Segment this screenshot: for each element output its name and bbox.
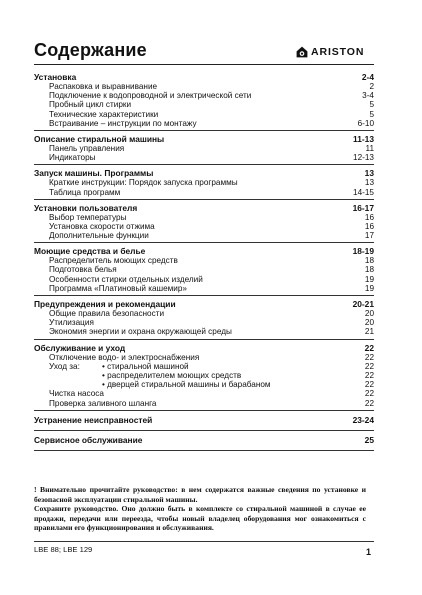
item-page: 5 xyxy=(369,109,374,119)
item-page: 19 xyxy=(364,283,374,293)
section-title: Запуск машины. Программы xyxy=(34,168,154,179)
toc-item[interactable] xyxy=(34,256,374,265)
item-page: 20 xyxy=(364,318,374,328)
item-label: Общие правила безопасности xyxy=(49,309,165,318)
item-label: Отключение водо- и электроснабжения xyxy=(49,352,200,362)
item-page: 16 xyxy=(364,221,374,231)
important-note xyxy=(34,485,366,533)
section-page: 2-4 xyxy=(361,72,374,82)
toc-item[interactable] xyxy=(34,213,374,222)
item-label: Встраивание – инструкции по монтажу xyxy=(49,118,197,128)
toc-item[interactable] xyxy=(34,284,374,293)
toc-section-heading[interactable] xyxy=(34,299,374,309)
toc-item[interactable] xyxy=(34,153,374,162)
section-page: 18-19 xyxy=(352,246,374,257)
item-page: 22 xyxy=(364,380,374,390)
toc-section-heading[interactable] xyxy=(34,246,374,256)
item-page: 12-13 xyxy=(353,153,374,163)
item-page: 22 xyxy=(364,370,374,380)
section-page: 20-21 xyxy=(352,299,374,309)
item-page: 20 xyxy=(364,309,374,318)
item-label: Подключение к водопроводной и электрической сети xyxy=(49,91,252,101)
toc-section-warnings xyxy=(34,299,374,340)
model-number: LBE 88; LBE 129 xyxy=(34,545,93,554)
note-warning: ! Внимательно прочитайте руководство: в нем содержатся важные сведения по установке и безопасной эксплуатации стиральной машины. xyxy=(34,485,366,504)
toc-section-heading[interactable] xyxy=(34,134,374,144)
section-title: Предупреждения и рекомендации xyxy=(34,299,176,309)
table-of-contents xyxy=(34,69,374,451)
item-page: 21 xyxy=(364,327,374,337)
item-page: 2 xyxy=(369,82,374,91)
section-page: 23-24 xyxy=(352,414,374,425)
item-page: 14-15 xyxy=(353,187,374,197)
item-label: Дополнительные функции xyxy=(49,231,149,241)
item-label: Краткие инструкции: Порядок запуска программы xyxy=(49,178,238,188)
section-page: 11-13 xyxy=(353,133,374,144)
item-label: Программа «Платиновый кашемир» xyxy=(49,283,187,293)
note-keep-manual: Сохраните руководство. Оно должно быть в комплекте со стиральной машиной в случае ее продажи, передачи или переезда, чтобы новый владелец оборудования мог ознакомиться с правилами его функционирования и обслуживания. xyxy=(34,504,366,533)
item-page: 18 xyxy=(364,256,374,266)
item-page: 22 xyxy=(364,361,374,371)
item-label: Таблица программ xyxy=(49,187,121,197)
item-label: Распаковка и выравнивание xyxy=(49,82,158,91)
item-page: 19 xyxy=(364,274,374,284)
item-label: Технические характеристики xyxy=(49,109,159,119)
item-label: • стиральной машиной xyxy=(102,361,189,371)
brand-name: ARISTON xyxy=(311,46,365,58)
toc-item[interactable] xyxy=(34,389,374,398)
section-title: Описание стиральной машины xyxy=(34,133,165,144)
ariston-house-logo-icon xyxy=(296,46,308,58)
care-label: Уход за: xyxy=(49,361,80,371)
item-page: 22 xyxy=(364,389,374,399)
item-page: 22 xyxy=(364,398,374,408)
item-label: Распределитель моющих средств xyxy=(49,256,178,266)
toc-item[interactable] xyxy=(34,362,374,371)
item-label: Особенности стирки отдельных изделий xyxy=(49,274,203,284)
toc-section-machine-description xyxy=(34,134,374,165)
item-label: Индикаторы xyxy=(49,153,96,163)
toc-item[interactable] xyxy=(34,371,374,380)
item-page: 17 xyxy=(364,231,374,241)
item-label: Подготовка белья xyxy=(49,265,117,275)
toc-item[interactable] xyxy=(34,275,374,284)
toc-section-maintenance xyxy=(34,343,374,411)
item-page: 5 xyxy=(369,100,374,110)
toc-section-service xyxy=(34,435,374,451)
toc-section-programs xyxy=(34,168,374,199)
toc-item[interactable] xyxy=(34,222,374,231)
item-label: • дверцей стиральной машины и барабаном xyxy=(102,380,271,390)
toc-item[interactable] xyxy=(34,353,374,362)
header-divider xyxy=(34,64,374,65)
section-page: 16-17 xyxy=(352,202,374,213)
toc-section-heading[interactable] xyxy=(34,168,374,178)
item-label: Чистка насоса xyxy=(49,389,104,399)
toc-item[interactable] xyxy=(34,318,374,327)
section-page: 22 xyxy=(364,342,374,353)
item-label: Установка скорости отжима xyxy=(49,221,155,231)
item-page: 18 xyxy=(364,265,374,275)
toc-section-user-settings xyxy=(34,203,374,244)
toc-item[interactable] xyxy=(34,327,374,336)
toc-item[interactable] xyxy=(34,82,374,91)
item-page: 16 xyxy=(364,212,374,222)
page-title: Содержание xyxy=(34,40,147,60)
toc-item[interactable] xyxy=(34,100,374,109)
item-label: Экономия энергии и охрана окружающей среды xyxy=(49,327,232,337)
brand-logo xyxy=(296,46,364,58)
toc-section-installation xyxy=(34,72,374,131)
item-label: • распределителем моющих средств xyxy=(102,370,242,380)
toc-item[interactable] xyxy=(34,399,374,408)
toc-item[interactable] xyxy=(34,91,374,100)
item-page: 3-4 xyxy=(362,91,374,101)
toc-item[interactable] xyxy=(34,110,374,119)
toc-section-heading[interactable] xyxy=(34,415,374,425)
item-label: Пробный цикл стирки xyxy=(49,100,132,110)
section-title: Устранение неисправностей xyxy=(34,414,153,425)
section-title: Сервисное обслуживание xyxy=(34,434,143,445)
toc-item[interactable] xyxy=(34,178,374,187)
item-page: 13 xyxy=(364,178,374,188)
section-title: Установки пользователя xyxy=(34,202,138,213)
toc-section-heading[interactable] xyxy=(34,435,374,445)
toc-section-detergents xyxy=(34,246,374,296)
toc-section-heading[interactable] xyxy=(34,203,374,213)
section-page: 13 xyxy=(364,168,374,179)
item-label: Проверка заливного шланга xyxy=(49,398,157,408)
footer-divider xyxy=(34,541,374,542)
item-page: 22 xyxy=(364,352,374,362)
section-title: Моющие средства и белье xyxy=(34,246,146,257)
toc-section-heading[interactable] xyxy=(34,343,374,353)
toc-section-troubleshooting xyxy=(34,415,374,431)
section-title: Установка xyxy=(34,72,77,82)
item-label: Утилизация xyxy=(49,318,94,328)
page-number: 1 xyxy=(366,547,372,557)
toc-section-heading[interactable] xyxy=(34,72,374,82)
item-page: 6-10 xyxy=(357,118,374,128)
section-page: 25 xyxy=(364,434,374,445)
toc-item[interactable] xyxy=(34,265,374,274)
item-label: Выбор температуры xyxy=(49,212,127,222)
toc-item[interactable] xyxy=(34,119,374,128)
toc-item[interactable] xyxy=(34,144,374,153)
toc-item[interactable] xyxy=(34,231,374,240)
toc-item[interactable] xyxy=(34,380,374,389)
item-label: Панель управления xyxy=(49,143,125,153)
toc-item[interactable] xyxy=(34,309,374,318)
toc-item[interactable] xyxy=(34,188,374,197)
section-title: Обслуживание и уход xyxy=(34,342,126,353)
item-page: 11 xyxy=(365,143,374,153)
